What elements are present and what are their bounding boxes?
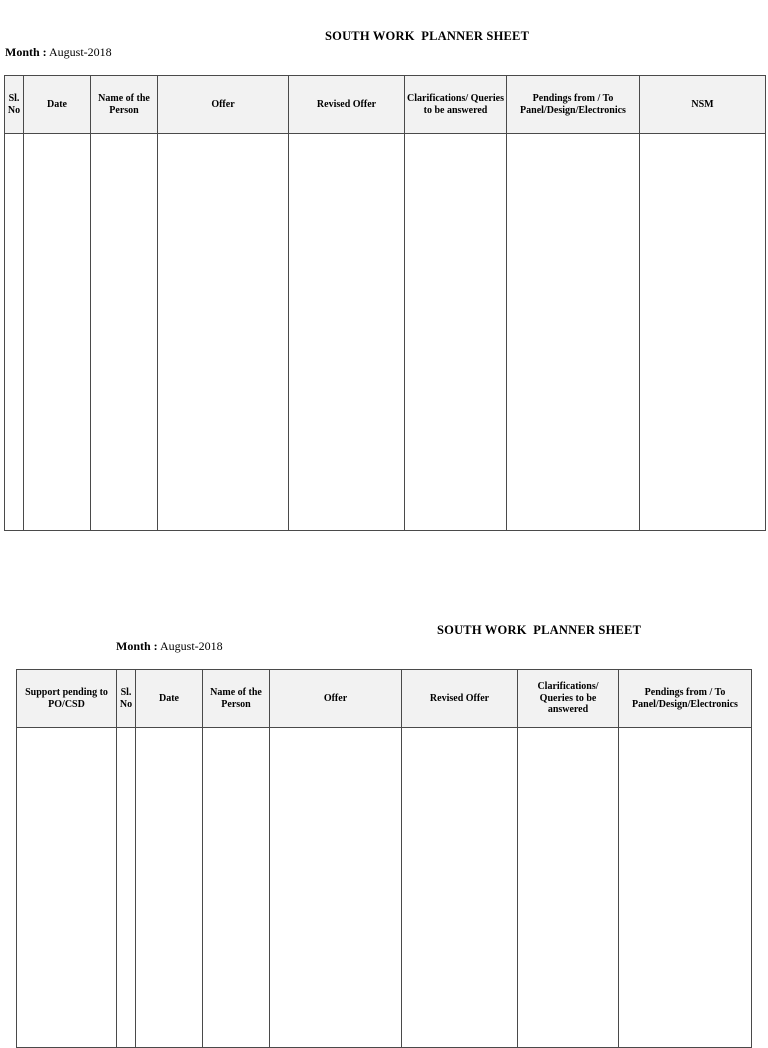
cell-revised-offer[interactable] <box>289 134 405 531</box>
month-value: August-2018 <box>160 639 223 653</box>
planner-table-1 <box>4 75 766 531</box>
month-label: Month : <box>116 639 158 653</box>
cell-name-of-person[interactable] <box>203 728 270 1048</box>
col-header-pendings: Pendings from / To Panel/Design/Electronics <box>619 670 752 728</box>
col-header-nsm: NSM <box>640 76 766 134</box>
col-header-date: Date <box>136 670 203 728</box>
cell-pendings[interactable] <box>619 728 752 1048</box>
sheet-2-title: SOUTH WORK PLANNER SHEET <box>437 623 642 637</box>
cell-sl-no[interactable] <box>117 728 136 1048</box>
cell-sl-no[interactable] <box>5 134 24 531</box>
sheet-2-month <box>116 639 223 654</box>
col-header-sl-no: Sl. No <box>117 670 136 728</box>
cell-offer[interactable] <box>270 728 402 1048</box>
sheet-1-month <box>5 45 112 60</box>
cell-support-pending[interactable] <box>17 728 117 1048</box>
col-header-name-of-person: Name of the Person <box>91 76 158 134</box>
col-header-clarifications: Clarifications/ Queries to be answered <box>518 670 619 728</box>
table-header-row <box>17 670 752 728</box>
cell-date[interactable] <box>24 134 91 531</box>
cell-offer[interactable] <box>158 134 289 531</box>
col-header-offer: Offer <box>270 670 402 728</box>
col-header-clarifications: Clarifications/ Queries to be answered <box>405 76 507 134</box>
col-header-name-of-person: Name of the Person <box>203 670 270 728</box>
month-value: August-2018 <box>49 45 112 59</box>
cell-name-of-person[interactable] <box>91 134 158 531</box>
cell-nsm[interactable] <box>640 134 766 531</box>
col-header-revised-offer: Revised Offer <box>402 670 518 728</box>
table-row <box>17 728 752 1048</box>
col-header-revised-offer: Revised Offer <box>289 76 405 134</box>
table-row <box>5 134 766 531</box>
col-header-date: Date <box>24 76 91 134</box>
planner-table-2 <box>16 669 752 1048</box>
cell-revised-offer[interactable] <box>402 728 518 1048</box>
cell-pendings[interactable] <box>507 134 640 531</box>
col-header-support-pending: Support pending to PO/CSD <box>17 670 117 728</box>
table-header-row <box>5 76 766 134</box>
sheet-1-title: SOUTH WORK PLANNER SHEET <box>325 29 530 43</box>
month-label: Month : <box>5 45 47 59</box>
col-header-pendings: Pendings from / To Panel/Design/Electronics <box>507 76 640 134</box>
col-header-sl-no: Sl. No <box>5 76 24 134</box>
cell-clarifications[interactable] <box>405 134 507 531</box>
cell-date[interactable] <box>136 728 203 1048</box>
col-header-offer: Offer <box>158 76 289 134</box>
cell-clarifications[interactable] <box>518 728 619 1048</box>
